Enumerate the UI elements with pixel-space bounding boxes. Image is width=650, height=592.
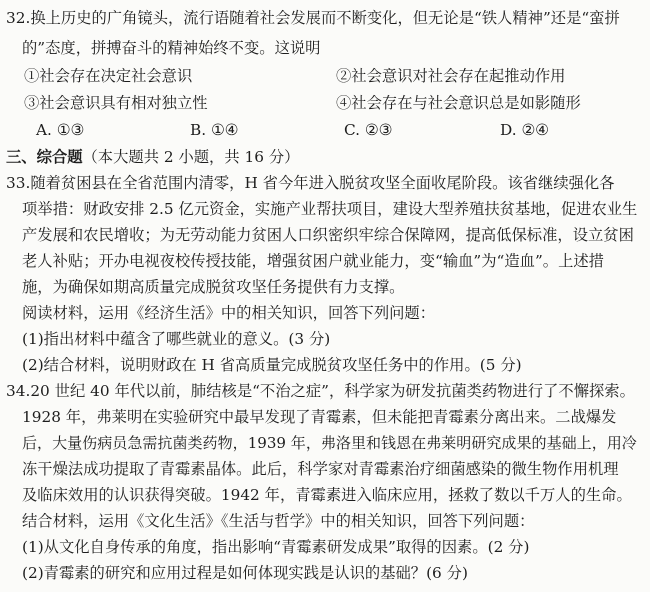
q34-subquestion-2: (2)青霉素的研究和应用过程是如何体现实践是认识的基础？(6 分) — [22, 564, 468, 582]
q32-choice-b: B. ①④ — [190, 121, 239, 139]
q33-subquestion-1: (1)指出材料中蕴含了哪些就业的意义。(3 分) — [22, 330, 331, 348]
q33-material-line-2: 项举措：财政安排 2.5 亿元资金，实施产业帮扶项目，建设大型养殖扶贫基地，促进农业生 — [22, 200, 638, 218]
q32-statement-2: ②社会意识对社会存在起推动作用 — [336, 67, 566, 85]
q32-statement-1: ①社会存在决定社会意识 — [24, 67, 193, 85]
q34-subquestion-1: (1)从文化自身传承的角度，指出影响“青霉素研发成果”取得的因素。(2 分) — [22, 538, 530, 556]
q34-material-line-3: 后，大量伤病员急需抗菌类药物，1939 年，弗洛里和钱恩在弗莱明研究成果的基础上，用冷 — [22, 434, 637, 452]
q32-choice-c: C. ②③ — [344, 121, 393, 139]
section-3-header — [6, 147, 299, 167]
q32-choice-d: D. ②④ — [500, 121, 549, 139]
q33-material-line-3: 产发展和农民增收；为无劳动能力贫困人口织密织牢综合保障网，提高低保标准，设立贫困 — [22, 226, 634, 244]
q34-material-line-5: 及临床效用的认识获得突破。1942 年，青霉素进入临床应用，拯救了数以千万人的生命。 — [22, 486, 632, 504]
section-3-note: （本大题共 2 小题，共 16 分） — [82, 148, 300, 166]
q34-material-line-2: 1928 年，弗莱明在实验研究中最早发现了青霉素，但未能把青霉素分离出来。二战爆发 — [22, 408, 617, 426]
q33-subquestion-2: (2)结合材料，说明财政在 H 省高质量完成脱贫攻坚任务中的作用。(5 分) — [22, 356, 522, 374]
q32-statement-4: ④社会存在与社会意识总是如影随形 — [336, 94, 581, 112]
q32-stem-line-1: 32.换上历史的广角镜头，流行语随着社会发展而不断变化，但无论是“铁人精神”还是“蛮拼 — [6, 9, 620, 27]
section-3-title: 三、综合题 — [6, 148, 83, 166]
q34-material-line-4: 冻干燥法成功提取了青霉素晶体。此后，科学家对青霉素治疗细菌感染的微生物作用机理 — [22, 460, 619, 478]
q32-choice-a: A. ①③ — [36, 121, 85, 139]
q33-material-line-5: 施，为确保如期高质量完成脱贫攻坚任务提供有力支撑。 — [22, 278, 405, 296]
q33-material-line-1: 33.随着贫困县在全省范围内清零，H 省今年进入脱贫攻坚全面收尾阶段。该省继续强化各 — [6, 174, 615, 192]
q34-instruction: 结合材料，运用《文化生活》《生活与哲学》中的相关知识，回答下列问题： — [22, 512, 535, 530]
q32-stem-line-2: 的”态度，拼搏奋斗的精神始终不变。这说明 — [22, 39, 321, 57]
q34-material-line-1: 34.20 世纪 40 年代以前，肺结核是“不治之症”，科学家为研发抗菌类药物进行了不懈探索。 — [6, 382, 635, 400]
q32-statement-3: ③社会意识具有相对独立性 — [24, 94, 208, 112]
q33-material-line-4: 老人补贴；开办电视夜校传授技能，增强贫困户就业能力，变“输血”为“造血”。上述措 — [22, 252, 604, 270]
q33-instruction: 阅读材料，运用《经济生活》中的相关知识，回答下列问题： — [22, 304, 436, 322]
